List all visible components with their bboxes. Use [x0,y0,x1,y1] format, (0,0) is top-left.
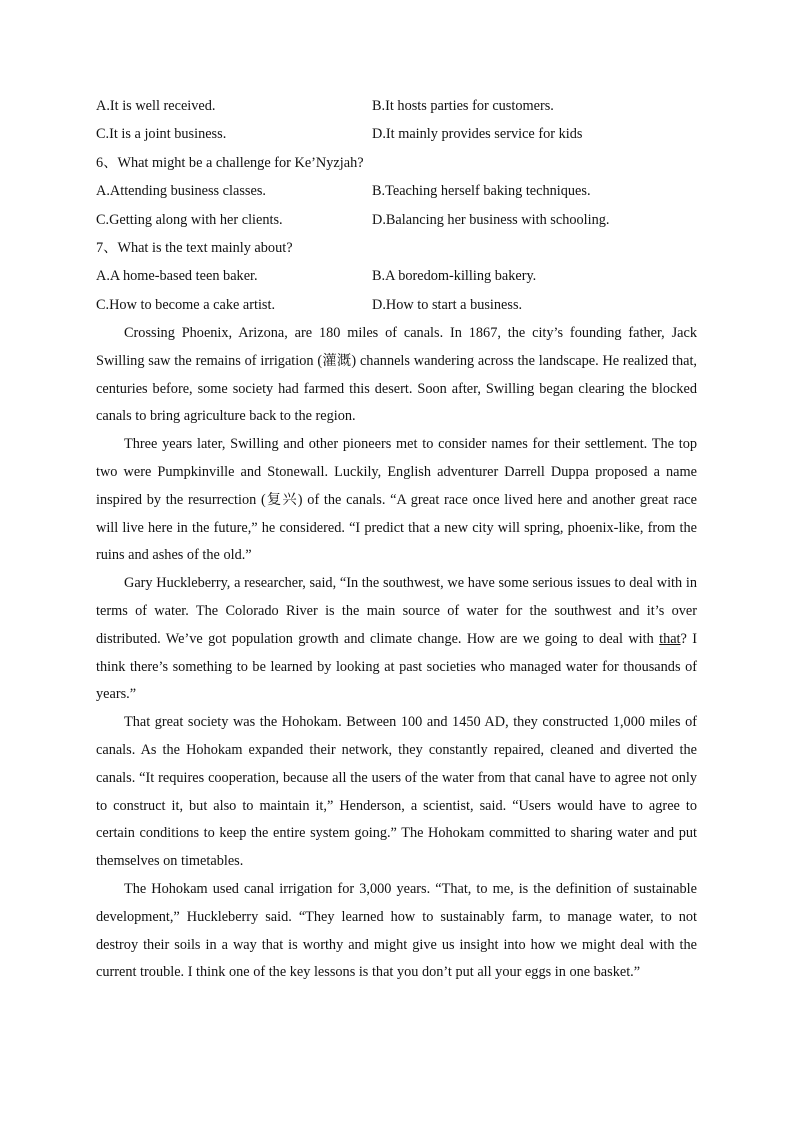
option-row [96,206,706,234]
paragraph-2: Three years later, Swilling and other pioneers met to consider names for their settlement. The top two were Pumpkinville and Stonewall. Luckily, English adventurer Darrell Duppa proposed a name inspired by the resurrection (复兴) of the canals. “A great race once lived here and another great race will live here in the future,” he considered. “I predict that a new city will spring, phoenix-like, from the ruins and ashes of the old.” [96,436,697,564]
q5-option-a: A.It is well received. [96,98,216,114]
q7-question: 7、What is the text mainly about? [96,239,293,256]
q6-option-a: A.Attending business classes. [96,183,266,200]
option-row [96,177,706,205]
underlined-word: that [659,630,681,647]
option-row [96,92,706,120]
q7-option-c: C.How to become a cake artist. [96,296,276,313]
q6-option-b: B.Teaching herself baking techniques. [372,183,591,200]
q5-option-b: B.It hosts parties for customers. [372,98,554,114]
q6-question: 6、What might be a challenge for Ke’Nyzjah? [96,154,364,171]
option-row [96,262,706,290]
paragraph-3 [96,570,697,709]
paragraph-3-start: Gary Huckleberry, a researcher, said, “In the southwest, we have some serious issues to deal with in terms of water. The Colorado River is the main source of water for the southwest and it’s over distributed. We’ve got population growth and climate change. How are we going to deal with [96,575,697,647]
q7-option-b: B.A boredom-killing bakery. [372,268,537,285]
paragraph-5: The Hohokam used canal irrigation for 3,000 years. “That, to me, is the definition of sustainable development,” Huckleberry said. “They learned how to sustainably farm, to manage water, to not destroy their soils in a way that is worthy and might give us insight into how we might deal with the current trouble. I think one of the key lessons is that you don’t put all your eggs in one basket.” [96,880,697,981]
q7-option-d: D.How to start a business. [372,296,523,313]
q5-option-d: D.It mainly provides service for kids [372,126,583,143]
question-options [96,92,706,319]
reading-passage [96,320,697,987]
option-row [96,120,706,148]
q5-option-c: C.It is a joint business. [96,126,227,143]
paragraph-4: That great society was the Hohokam. Between 100 and 1450 AD, they constructed 1,000 miles of canals. As the Hohokam expanded their network, they constantly repaired, cleaned and diverted the canals. “It requires cooperation, because all the users of the water from that canal have to agree not only to construct it, but also to maintain it,” Henderson, a scientist, said. “Users would have to agree to certain conditions to keep the entire system going.” The Hohokam committed to sharing water and put themselves on timetables. [96,714,697,870]
q7-option-a: A.A home-based teen baker. [96,268,258,285]
q6-option-d: D.Balancing her business with schooling. [372,211,610,228]
paragraph-1: Crossing Phoenix, Arizona, are 180 miles of canals. In 1867, the city’s founding father, Jack Swilling saw the remains of irrigation (灌溉) channels wandering across the landscape. He realized that, centuries before, some society had farmed this desert. Soon after, Swilling began clearing the blocked canals to bring agriculture back to the region. [96,325,697,425]
option-row [96,291,706,319]
paragraph-3-end: ? I think there’s something to be learned by looking at past societies who managed water for thousands of years.” [96,630,697,703]
q6-option-c: C.Getting along with her clients. [96,211,283,228]
